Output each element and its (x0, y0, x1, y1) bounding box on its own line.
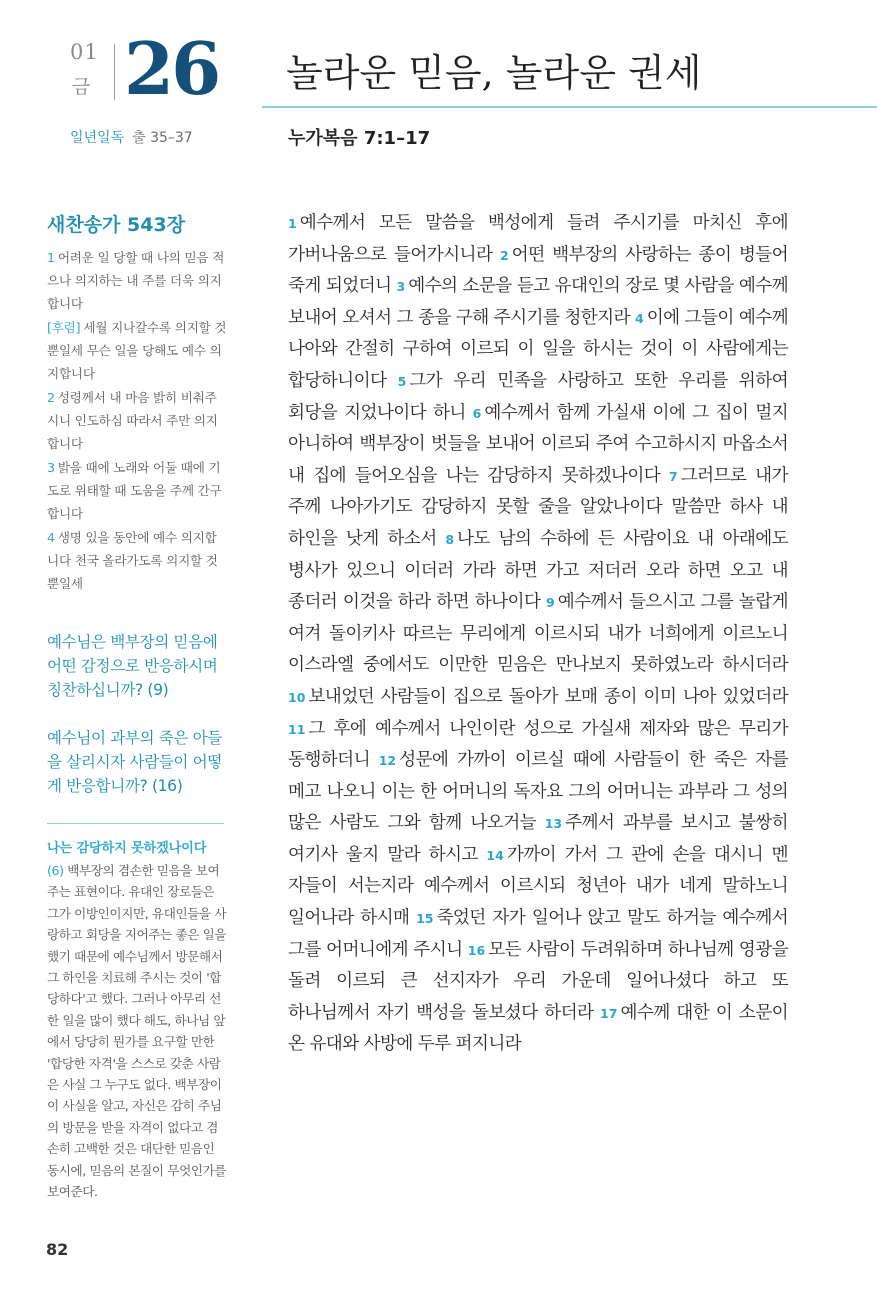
verse-text: 예수께서 모든 말씀을 백성에게 들려 주시기를 마치신 후에 가버나움으로 들어가시니라 (288, 213, 788, 265)
hymn-verse (47, 456, 227, 525)
passage-reference: 누가복음 7:1–17 (288, 128, 431, 149)
hymn-verse-number: 3 (47, 460, 55, 475)
verse-number: 15 (416, 911, 434, 927)
verse-number: 6 (472, 405, 482, 421)
daily-reading-label: 일년일독 (70, 130, 125, 146)
verse-text: 주께서 과부를 보시고 불쌍히 여기사 울지 말라 하시고 (288, 813, 788, 865)
verse-number: 5 (397, 373, 407, 389)
verse-number: 14 (486, 847, 504, 863)
verse-text: 나도 남의 수하에 든 사람이요 내 아래에도 병사가 있으니 이더러 가라 하면 가고 저더러 오라 하면 오고 내 종더러 이것을 하라 하면 하나이다 (288, 528, 788, 613)
verse-number: 10 (288, 689, 306, 705)
hymn-verse-text: 밝을 때에 노래와 어둘 때에 기도로 위태할 때 도움을 주께 간구합니다 (47, 460, 222, 521)
page-number: 82 (46, 1240, 69, 1259)
title-divider (262, 106, 877, 108)
verse-text: 죽었던 자가 일어나 앉고 말도 하거늘 예수께서 그를 어머니에게 주시니 (288, 908, 788, 960)
commentary-note (47, 838, 227, 1203)
note-text: 백부장의 겸손한 믿음을 보여주는 표현이다. 유대인 장로들은 그가 이방인이지만, 유대인들을 사랑하고 회당을 지어주는 좋은 일을 했기 때문에 예수님께서 방문해서 그 하인을 치료해 주시는 것이 '합당하다'고 했다. 그러나 아무리 선한 일을 많이 했다 해도, 하나님 앞에서 당당히 뭔가를 요구할 만한 '합당한 자격'을 스스로 갖춘 사람은 사실 그 누구도 없다. 백부장이 이 사실을 알고, 자신은 감히 주님의 방문을 받을 자격이 없다고 겸손히 고백한 것은 대단한 믿음인 동시에, 믿음의 본질이 무엇인가를 보여준다. (47, 863, 227, 1200)
verse-number: 11 (288, 721, 306, 737)
hymn-verse-text: 생명 있을 동안에 예수 의지합니다 천국 올라가도록 의지할 것뿐일세 (47, 530, 218, 591)
sidebar-divider (47, 823, 224, 824)
hymn-verse-text: 성령께서 내 마음 밝히 비춰주시니 인도하심 따라서 주만 의지합니다 (47, 390, 218, 451)
note-body (47, 860, 227, 1203)
verse-number: 8 (445, 531, 455, 547)
verse-number: 16 (467, 942, 486, 958)
verse-number: 7 (669, 468, 678, 484)
verse-text: 어떤 백부장의 사랑하는 종이 병들어 죽게 되었더니 (288, 244, 789, 297)
hymn-verse-number: [후렴] (47, 320, 81, 335)
verse-text: 성문에 가까이 이르실 때에 사람들이 한 죽은 자를 메고 나오니 이는 한 어머니의 독자요 그의 어머니는 과부라 그 성의 많은 사람도 그와 함께 나오거늘 (288, 750, 788, 834)
daily-reading (70, 127, 193, 147)
month-label: 01 (70, 40, 99, 64)
daily-reading-ref: 출 35–37 (132, 130, 193, 146)
hymn-section (47, 210, 227, 596)
hymn-verse-text: 세월 지나갈수록 의지할 것뿐일세 무슨 일을 당해도 예수 의지합니다 (47, 320, 227, 381)
hymn-verse-number: 4 (47, 530, 55, 545)
scripture-text (288, 208, 788, 1061)
hymn-verse (47, 386, 227, 455)
hymn-verse (47, 526, 227, 595)
note-heading: 나는 감당하지 못하겠나이다 (47, 841, 207, 856)
verse-text: 예수께서 함께 가실새 이에 그 집이 멀지 아니하여 백부장이 벗들을 보내어 이르되 주여 수고하시지 마옵소서 내 집에 들어오심을 나는 감당하지 못하겠나이다 (288, 402, 788, 486)
note-verse-ref: (6) (47, 863, 64, 878)
date-block (62, 26, 262, 111)
day-number: 26 (124, 26, 219, 111)
hymn-verse-text: 어려운 일 당할 때 나의 믿음 적으나 의지하는 내 주를 더욱 의지합니다 (47, 250, 225, 311)
question-item: 예수님은 백부장의 믿음에 어떤 감정으로 반응하시며 칭찬하십니까? (9) (47, 633, 218, 699)
question-item: 예수님이 과부의 죽은 아들을 살리시자 사람들이 어떻게 반응합니까? (16) (47, 729, 222, 795)
question-list (47, 630, 227, 822)
verse-number: 1 (288, 216, 297, 231)
hymn-title: 새찬송가 543장 (47, 214, 186, 236)
hymn-verse (47, 246, 227, 315)
verse-number: 17 (600, 1005, 618, 1021)
verse-text: 예수께 대한 이 소문이 온 유대와 사방에 두루 퍼지니라 (288, 1002, 788, 1055)
hymn-verses (47, 246, 227, 595)
hymn-verse-number: 2 (47, 390, 55, 405)
verse-number: 4 (635, 310, 644, 326)
verse-text: 예수께서 들으시고 그를 놀랍게 여겨 돌이키사 따르는 무리에게 이르시되 내가 너희에게 이르노니 이스라엘 중에서도 이만한 믿음은 만나보지 못하였노라 하시더라 (288, 592, 788, 676)
verse-number: 13 (544, 816, 563, 832)
weekday-label: 금 (72, 76, 91, 98)
verse-number: 3 (396, 279, 406, 295)
verse-number: 12 (378, 753, 397, 769)
verse-text: 보내었던 사람들이 집으로 돌아가 보매 종이 이미 나아 있었더라 (308, 686, 788, 707)
verse-text: 가까이 가서 그 관에 손을 대시니 멘 자들이 서는지라 예수께서 이르시되 청년아 내가 네게 말하노니 일어나라 하시매 (288, 844, 789, 929)
verse-number: 9 (546, 595, 555, 611)
verse-text: 이에 그들이 예수께 나아와 간절히 구하여 이르되 이 일을 하시는 것이 이 사람에게는 합당하니이다 (288, 307, 788, 391)
hymn-verse (47, 316, 227, 385)
verse-text: 그러므로 내가 주께 나아가기도 감당하지 못할 줄을 알았나이다 말씀만 하사 내 하인을 낫게 하소서 (288, 465, 788, 549)
hymn-verse-number: 1 (47, 250, 55, 265)
verse-text: 모든 사람이 두려워하며 하나님께 영광을 돌려 이르되 큰 선지자가 우리 가운데 일어나셨다 하고 또 하나님께서 자기 백성을 돌보셨다 하더라 (288, 939, 788, 1023)
date-divider (114, 44, 115, 100)
page-title: 놀라운 믿음, 놀라운 권세 (286, 51, 702, 95)
verse-text: 그 후에 예수께서 나인이란 성으로 가실새 제자와 많은 무리가 동행하더니 (288, 718, 788, 771)
verse-text: 예수의 소문을 듣고 유대인의 장로 몇 사람을 예수께 보내어 오셔서 그 종을 구해 주시기를 청한지라 (288, 276, 789, 328)
verse-text: 그가 우리 민족을 사랑하고 또한 우리를 위하여 회당을 지었나이다 하니 (288, 370, 788, 423)
verse-number: 2 (499, 247, 509, 263)
